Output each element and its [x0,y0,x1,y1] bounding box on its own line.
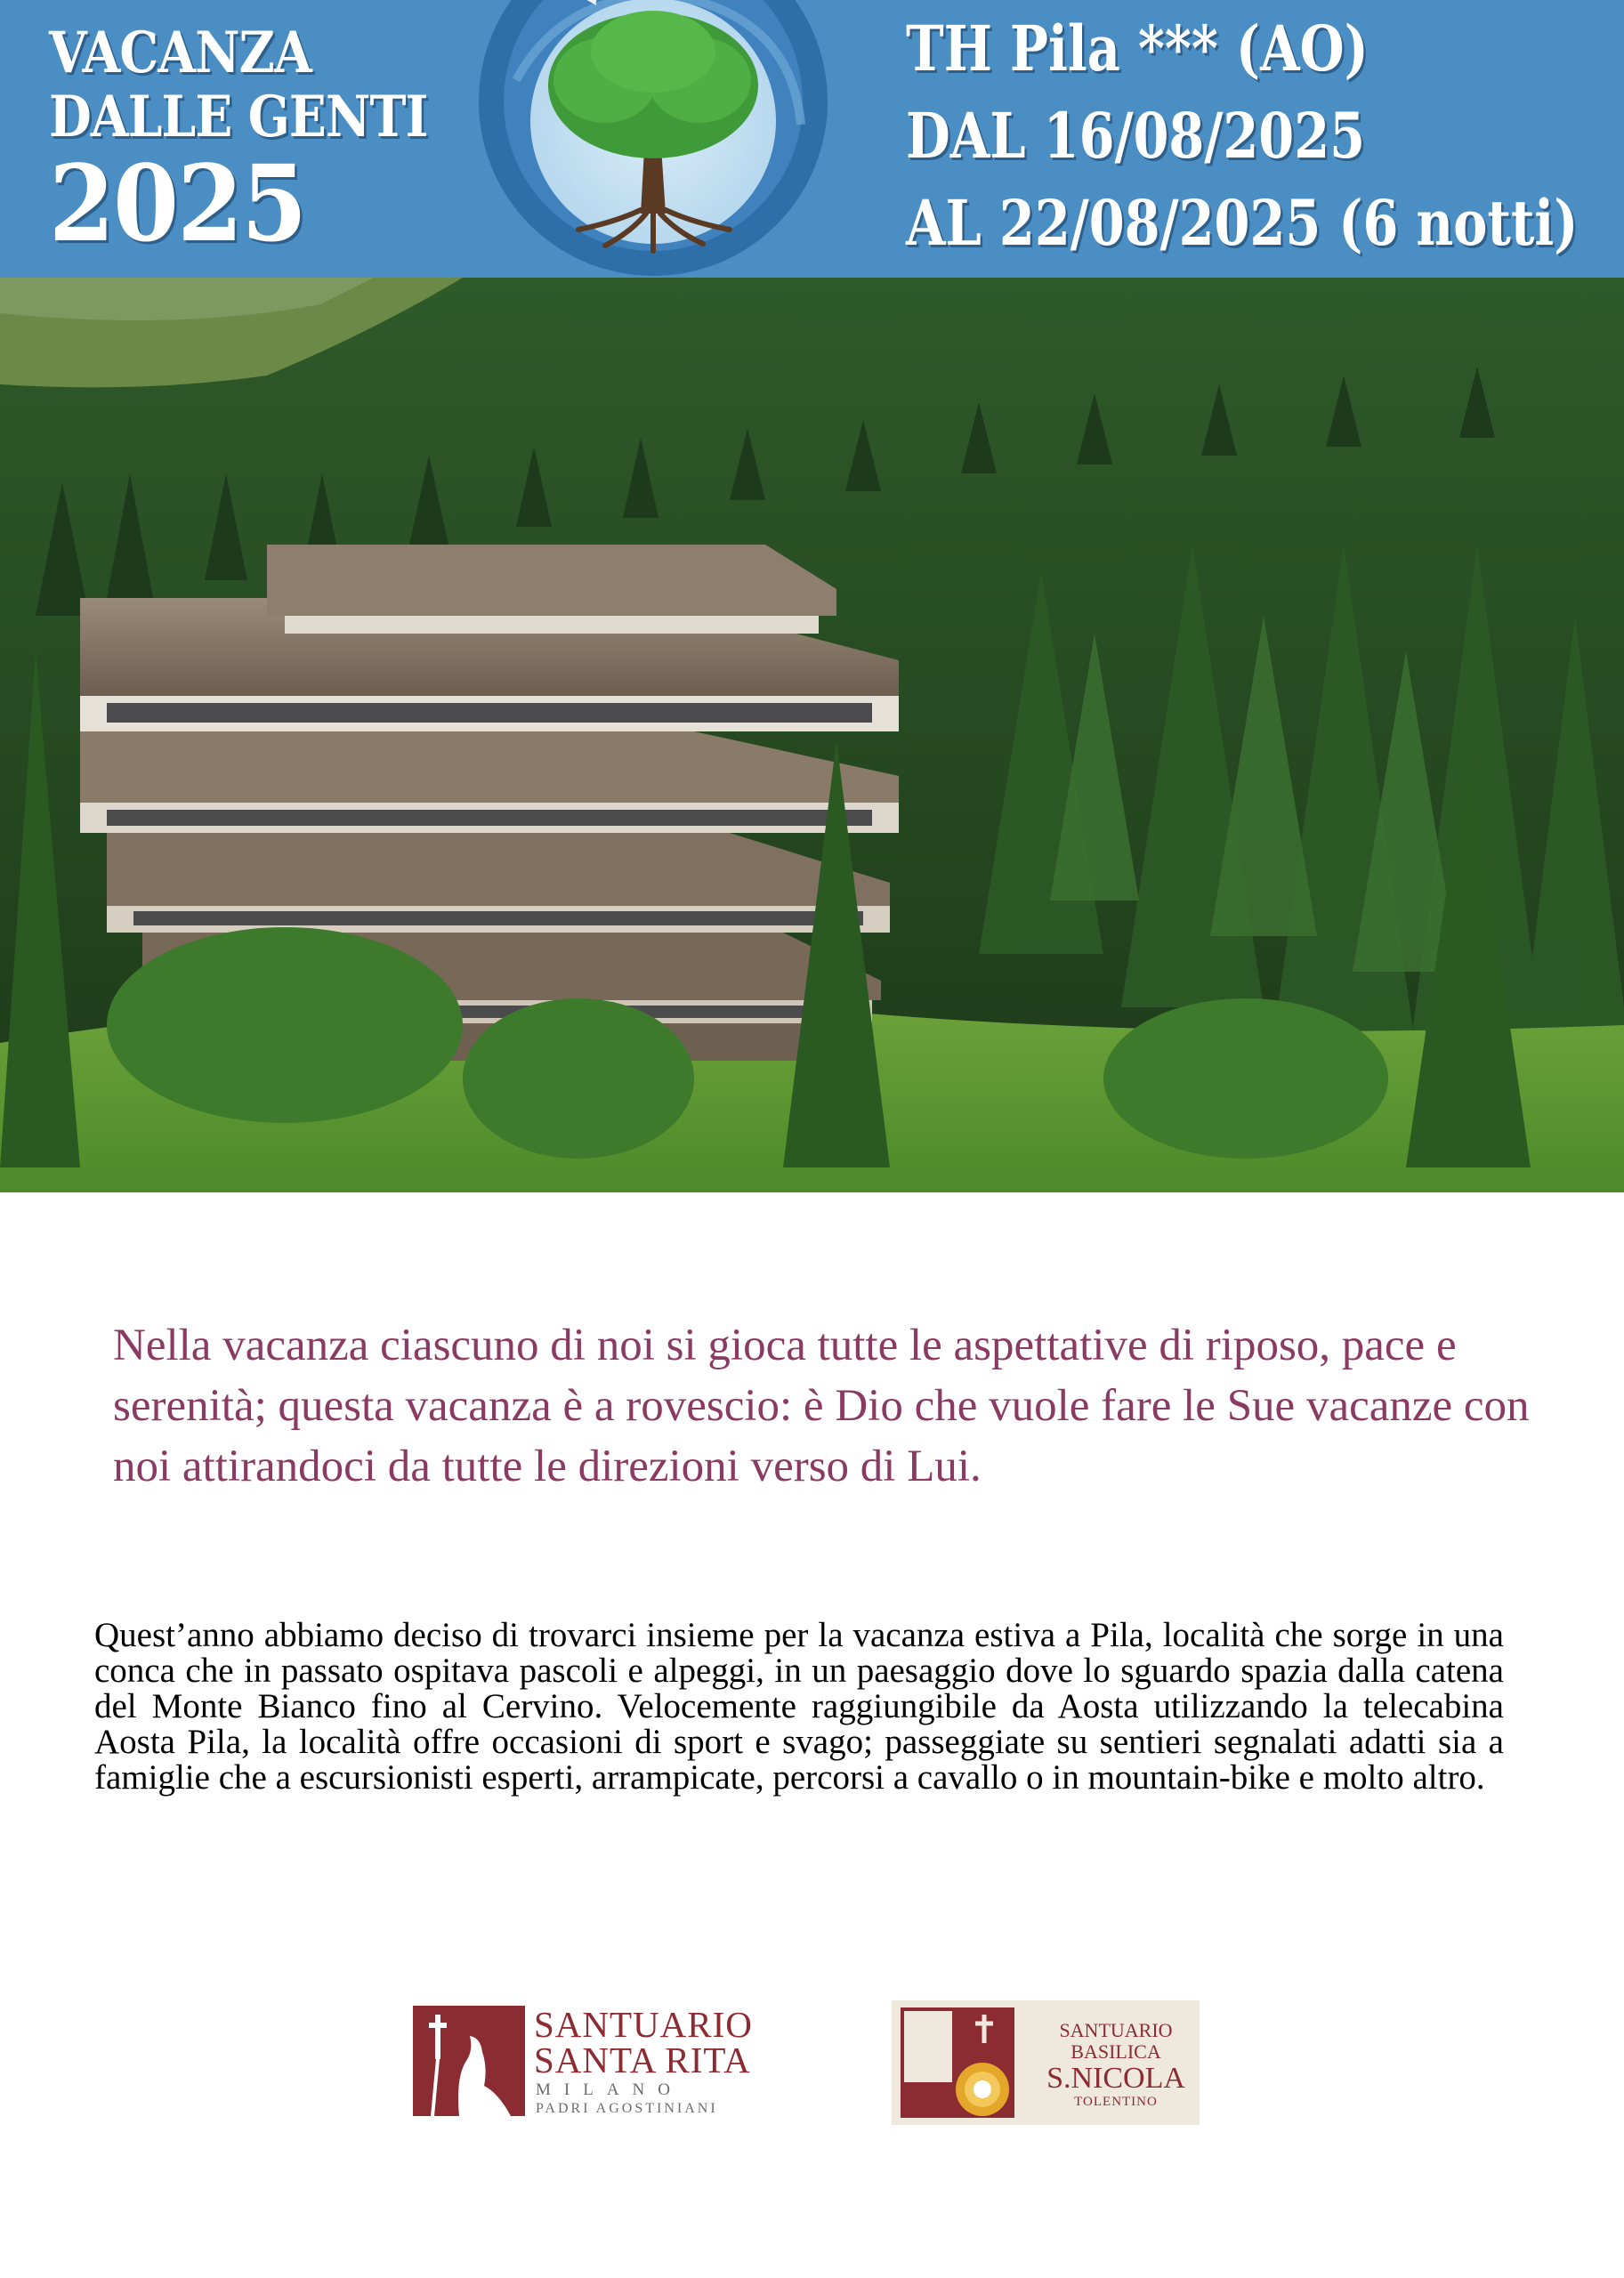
san-nicola-title-2: BASILICA [1071,2040,1161,2063]
santa-rita-order: PADRI AGOSTINIANI [536,2101,718,2116]
end-date: AL 22/08/2025 (6 notti) [906,186,1579,260]
santa-rita-emblem-icon [413,2006,525,2116]
stay-details [906,5,1624,267]
santa-rita-logo [409,2002,774,2120]
event-title [49,20,489,265]
start-date: DAL 16/08/2025 [906,99,1366,173]
san-nicola-emblem-icon [901,2007,1014,2118]
intro-quote: Nella vacanza ciascuno di noi si gioca tutte le aspettative di riposo, pace e serenità; questa vacanza è a rovescio: è Dio che vuole fare le Sue vacanze con noi attirandoci da tutte le direzioni verso di Lui. [113,1321,1530,1491]
tree-emblem-icon [463,0,844,278]
san-nicola-logo [892,2000,1200,2125]
santa-rita-title-2: SANTA RITA [534,2040,751,2080]
event-title-line-2: DALLE GENTI [49,84,428,150]
san-nicola-title-3: S.NICOLA [1046,2062,1185,2095]
san-nicola-title-1: SANTUARIO [1059,2019,1173,2041]
event-title-line-1: VACANZA [49,20,311,86]
description-paragraph: Quest’anno abbiamo deciso di trovarci insieme per la vacanza estiva a Pila, località che sorge in una conca che in passato ospitava pascoli e alpeggi, in un paesaggio dove lo sguardo spazia dalla catena del Monte Bianco fino al Cervino. Velocemente raggiungibile da Aosta utilizzando la telecabina Aosta Pila, la località offre occasioni di sport e svago; passeggiate su sentieri segnalati adatti sia a famiglie che a escursionisti esperti, arrampicate, percorsi a cavallo o in mountain-bike e molto altro. [94,1616,1504,1797]
hotel-photo [0,278,1624,1192]
santa-rita-city: MILANO [536,2080,683,2099]
event-year: 2025 [49,141,306,265]
santa-rita-title-1: SANTUARIO [534,2004,753,2045]
san-nicola-city: TOLENTINO [1074,2095,1158,2109]
hotel-name: TH Pila *** (AO) [906,12,1369,85]
header-banner [0,0,1624,278]
